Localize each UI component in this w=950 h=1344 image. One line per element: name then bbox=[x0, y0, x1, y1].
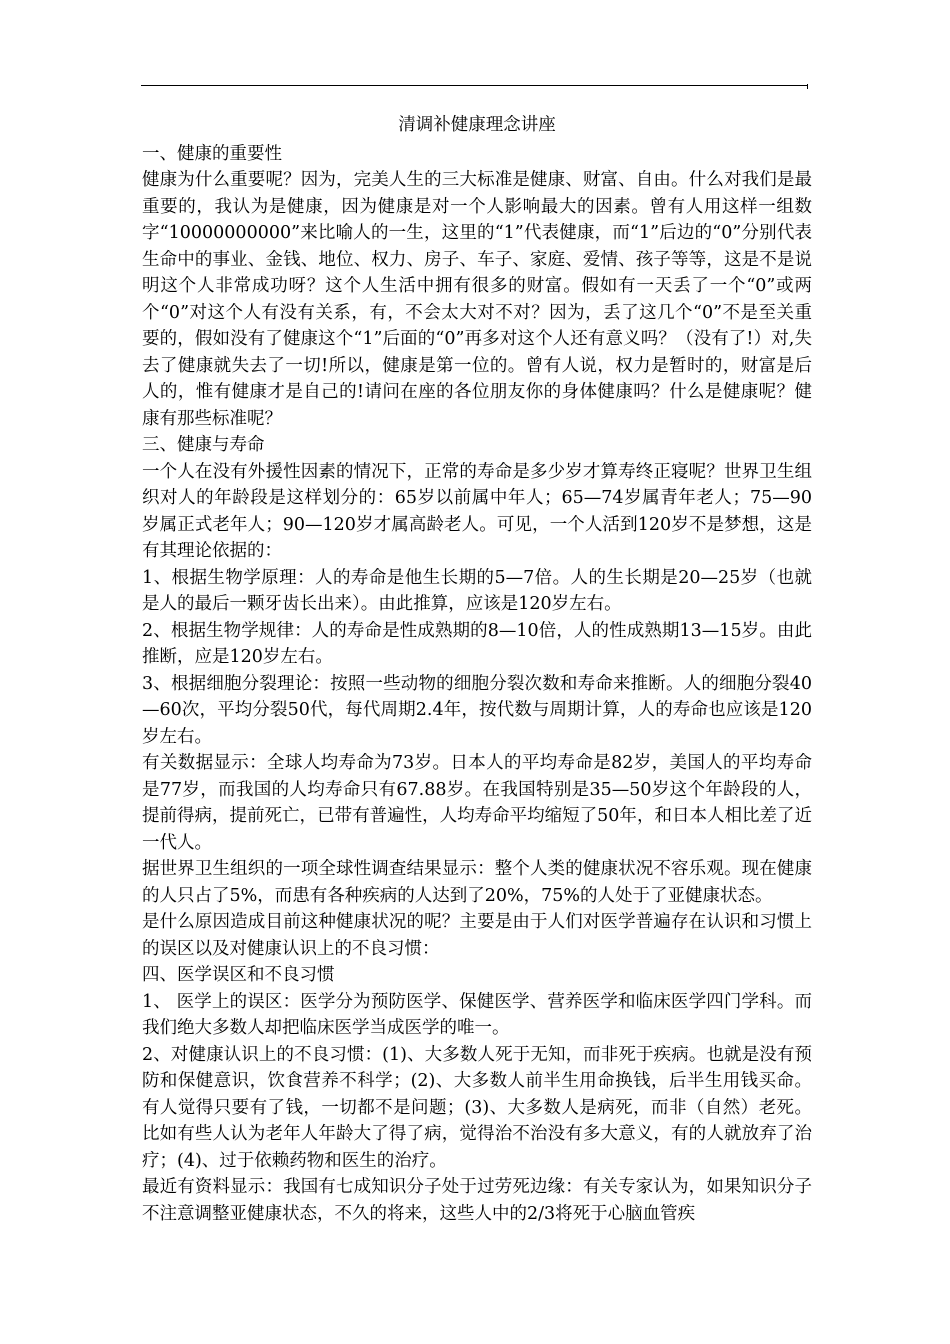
section-heading: 三、健康与寿命 bbox=[142, 435, 265, 455]
paragraph: 是什么原因造成目前这种健康状况的呢？主要是由于人们对医学普遍存在认识和习惯上的误区以及对健康认识上的不良习惯： bbox=[142, 912, 812, 959]
document-body bbox=[142, 112, 812, 1227]
paragraph: 1、根据生物学原理：人的寿命是他生长期的5—7倍。人的生长期是20—25岁（也就是人的最后一颗牙齿长出来）。由此推算，应该是120岁左右。 bbox=[142, 567, 812, 614]
paragraph: 最近有资料显示：我国有七成知识分子处于过劳死边缘：有关专家认为，如果知识分子不注意调整亚健康状态，不久的将来，这些人中的2/3将死于心脑血管疾 bbox=[142, 1177, 812, 1224]
header-rule-tick bbox=[807, 84, 808, 89]
paragraph: 健康为什么重要呢？因为，完美人生的三大标准是健康、财富、自由。什么对我们是最重要的，我认为是健康，因为健康是对一个人影响最大的因素。曾有人用这样一组数字“10000000000”来比喻人的一生，这里的“1”代表健康，而“1”后边的“0”分别代表生命中的事业、金钱、地位、权力、房子、车子、家庭、爱情、孩子等等，这是不是说明这个人非常成功呀？这个人生活中拥有很多的财富。假如有一天丢了一个“0”或两个“0”对这个人有没有关系，有，不会太大对不对？因为，丢了这几个“0”不是至关重要的，假如没有了健康这个“1”后面的“0”再多对这个人还有意义吗？（没有了!）对,失去了健康就失去了一切!所以，健康是第一位的。曾有人说，权力是暂时的，财富是后人的，惟有健康才是自己的!请问在座的各位朋友你的身体健康吗？什么是健康呢？健康有那些标准呢？ bbox=[142, 170, 812, 429]
paragraph: 一个人在没有外援性因素的情况下，正常的寿命是多少岁才算寿终正寝呢？世界卫生组织对人的年龄段是这样划分的：65岁以前属中年人；65—74岁属青年老人；75—90岁属正式老年人；90—120岁才属高龄老人。可见，一个人活到120岁不是梦想，这是有其理论依据的： bbox=[142, 461, 812, 561]
paragraph: 2、根据生物学规律：人的寿命是性成熟期的8—10倍，人的性成熟期13—15岁。由此推断，应是120岁左右。 bbox=[142, 620, 812, 667]
paragraph: 1、 医学上的误区：医学分为预防医学、保健医学、营养医学和临床医学四门学科。而我们绝大多数人却把临床医学当成医学的唯一。 bbox=[142, 991, 812, 1038]
header-rule bbox=[141, 85, 808, 86]
paragraph: 据世界卫生组织的一项全球性调查结果显示：整个人类的健康状况不容乐观。现在健康的人只占了5%，而患有各种疾病的人达到了20%，75%的人处于了亚健康状态。 bbox=[142, 859, 812, 906]
section-heading: 四、医学误区和不良习惯 bbox=[142, 965, 335, 985]
paragraph: 有关数据显示：全球人均寿命为73岁。日本人的平均寿命是82岁，美国人的平均寿命是77岁，而我国的人均寿命只有67.88岁。在我国特别是35—50岁这个年龄段的人，提前得病，提前死亡，已带有普遍性，人均寿命平均缩短了50年，和日本人相比差了近一代人。 bbox=[142, 753, 812, 853]
section-heading: 一、健康的重要性 bbox=[142, 143, 282, 164]
paragraph: 3、根据细胞分裂理论：按照一些动物的细胞分裂次数和寿命来推断。人的细胞分裂40—60次，平均分裂50代，每代周期2.4年，按代数与周期计算，人的寿命也应该是120岁左右。 bbox=[142, 673, 812, 747]
paragraph: 2、对健康认识上的不良习惯：(1)、大多数人死于无知，而非死于疾病。也就是没有预防和保健意识，饮食营养不科学；(2)、大多数人前半生用命换钱，后半生用钱买命。有人觉得只要有了钱，一切都不是问题；(3)、大多数人是病死，而非（自然）老死。比如有些人认为老年人年龄大了得了病，觉得治不治没有多大意义，有的人就放弃了治疗；(4)、过于依赖药物和医生的治疗。 bbox=[142, 1044, 812, 1171]
document-title: 清调补健康理念讲座 bbox=[398, 115, 556, 135]
